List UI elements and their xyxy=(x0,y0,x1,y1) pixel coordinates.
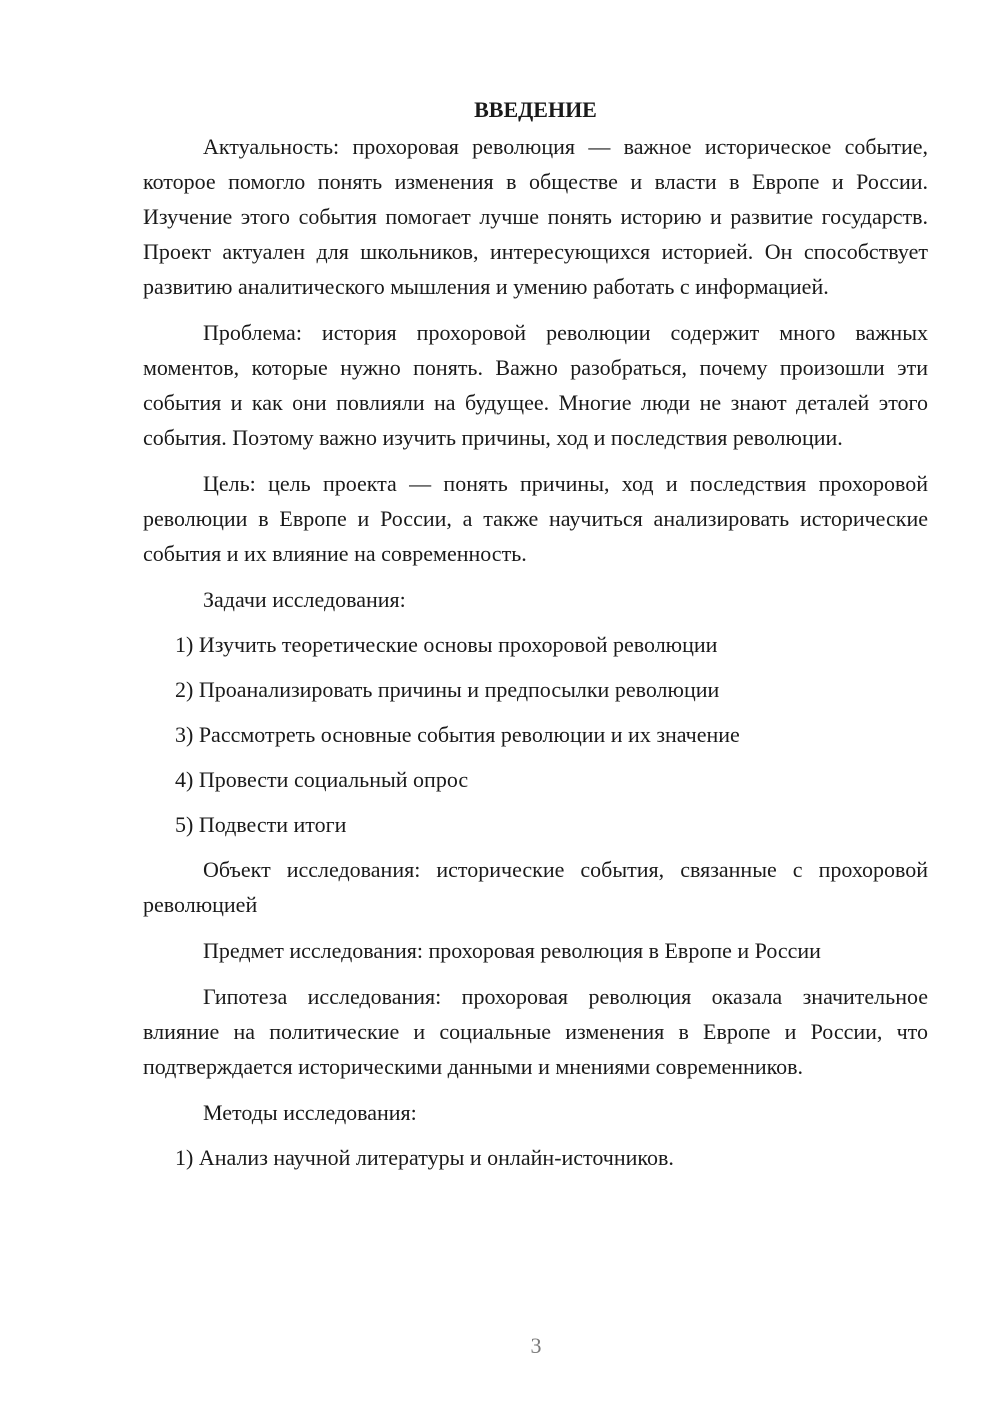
section-title: ВВЕДЕНИЕ xyxy=(474,97,597,122)
document-page xyxy=(143,92,928,1185)
list-item: 5) Подвести итоги xyxy=(175,812,347,837)
list-item: 1) Изучить теоретические основы прохоровой революции xyxy=(175,632,718,657)
hypothesis-paragraph: Гипотеза исследования: прохоровая революция оказала значительное влияние на политические и социальные изменения в Европе и России, что подтверждается историческими данными и мнениями современников. xyxy=(143,984,928,1079)
subject-paragraph: Предмет исследования: прохоровая революция в Европе и России xyxy=(203,938,821,963)
tasks-heading: Задачи исследования: xyxy=(203,587,406,612)
methods-heading: Методы исследования: xyxy=(203,1100,417,1125)
page-number: 3 xyxy=(530,1333,542,1358)
tasks-list xyxy=(143,627,928,842)
list-item: 2) Проанализировать причины и предпосылки революции xyxy=(175,677,720,702)
problem-paragraph: Проблема: история прохоровой революции содержит много важных моментов, которые нужно понять. Важно разобраться, почему произошли эти события и как они повлияли на будущее. Многие люди не знают деталей этого события. Поэтому важно изучить причины, ход и последствия революции. xyxy=(143,320,928,450)
list-item: 4) Провести социальный опрос xyxy=(175,767,469,792)
relevance-paragraph: Актуальность: прохоровая революция — важное историческое событие, которое помогло понять изменения в обществе и власти в Европе и России. Изучение этого события помогает лучше понять историю и развитие государств. Проект актуален для школьников, интересующихся историей. Он способствует развитию аналитического мышления и умению работать с информацией. xyxy=(143,134,928,299)
list-item: 1) Анализ научной литературы и онлайн-источников. xyxy=(175,1145,674,1170)
goal-paragraph: Цель: цель проекта — понять причины, ход и последствия прохоровой революции в Европе и России, а также научиться анализировать исторические события и их влияние на современность. xyxy=(143,471,928,566)
methods-list xyxy=(143,1140,928,1175)
list-item: 3) Рассмотреть основные события революции и их значение xyxy=(175,722,740,747)
object-paragraph: Объект исследования: исторические события, связанные с прохоровой революцией xyxy=(143,857,928,917)
